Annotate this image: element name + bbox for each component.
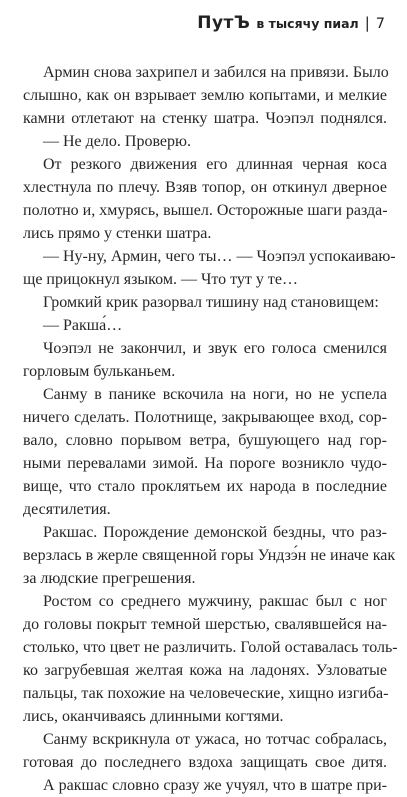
text-line: ще прицокнул языком. — Что тут у те…	[23, 271, 298, 288]
text-line: пальцы, так похожие на человеческие, хищно изгиба-	[23, 685, 389, 702]
text-line: вище, что стало проклятьем их народа в последние	[23, 478, 387, 495]
text-line: ко загрубевшая желтая кожа на ладонях. Узловатые	[23, 662, 387, 679]
text-line: слышно, как он взрывает землю копытами, и мелкие	[23, 87, 387, 104]
text-line: Санму вскрикнула от ужаса, но тотчас собралась,	[43, 731, 387, 748]
text-line: Ростом со среднего мужчину, ракшас был с ног	[43, 593, 387, 610]
text-line: за людские прегрешения.	[23, 570, 196, 587]
text-line: столько, что цвет не различить. Голой оставалась толь-	[23, 639, 398, 656]
book-title: ПутЪ	[197, 13, 251, 33]
text-line: — Не дело. Проверю.	[43, 133, 191, 150]
text-line: Санму в панике вскочила на ноги, но не успела	[43, 386, 387, 403]
text-line: ничего сделать. Полотнище, закрывающее вход, сор-	[23, 409, 387, 426]
text-line: верзлась в жерле священной горы Ундзэ́н не иначе как	[23, 547, 396, 564]
header-separator: |	[364, 14, 370, 32]
text-line: Ракшас. Порождение демонской бездны, что раз-	[43, 524, 387, 541]
text-line: ными перевалами зимой. На пороге возникло чудо-	[23, 455, 387, 472]
text-line: хлестнула по плечу. Взяв топор, он откинул дверное	[23, 179, 387, 196]
text-line: — Ракша́…	[43, 317, 123, 334]
running-header	[197, 13, 385, 33]
text-line: — Ну-ну, Армин, чего ты… — Чоэпэл успокаиваю-	[43, 248, 396, 265]
text-line: камни отлетают на стенку шатра. Чоэпэл поднялся.	[23, 110, 387, 127]
text-line: десятилетия.	[23, 501, 111, 518]
text-line: лись прямо у стенки шатра.	[23, 225, 212, 242]
body-text	[23, 61, 398, 797]
text-line: Чоэпэл не закончил, и звук его голоса сменился	[43, 340, 387, 357]
page-number: 7	[375, 16, 385, 32]
text-line: От резкого движения его длинная черная коса	[43, 156, 387, 173]
text-line: лись, оканчиваясь длинными когтями.	[23, 708, 284, 725]
text-line: горловым бульканьем.	[23, 363, 176, 380]
text-line: Армин снова захрипел и забился на привязи. Было	[43, 64, 389, 81]
text-line: готовая до последнего вздоха защищать свое дитя.	[23, 754, 387, 771]
text-line: Громкий крик разорвал тишину над становищем:	[43, 294, 379, 311]
text-line: полотно и, хмурясь, вышел. Осторожные шаги разда-	[23, 202, 388, 219]
text-line: А ракшас словно сразу же учуял, что в шатре при-	[43, 777, 387, 794]
book-subtitle: в тысячу пиал	[256, 16, 359, 31]
text-line: до головы покрыт темной шерстью, свалявшейся на-	[23, 616, 387, 633]
text-line: вало, словно порывом ветра, бушующего над гор-	[23, 432, 387, 449]
